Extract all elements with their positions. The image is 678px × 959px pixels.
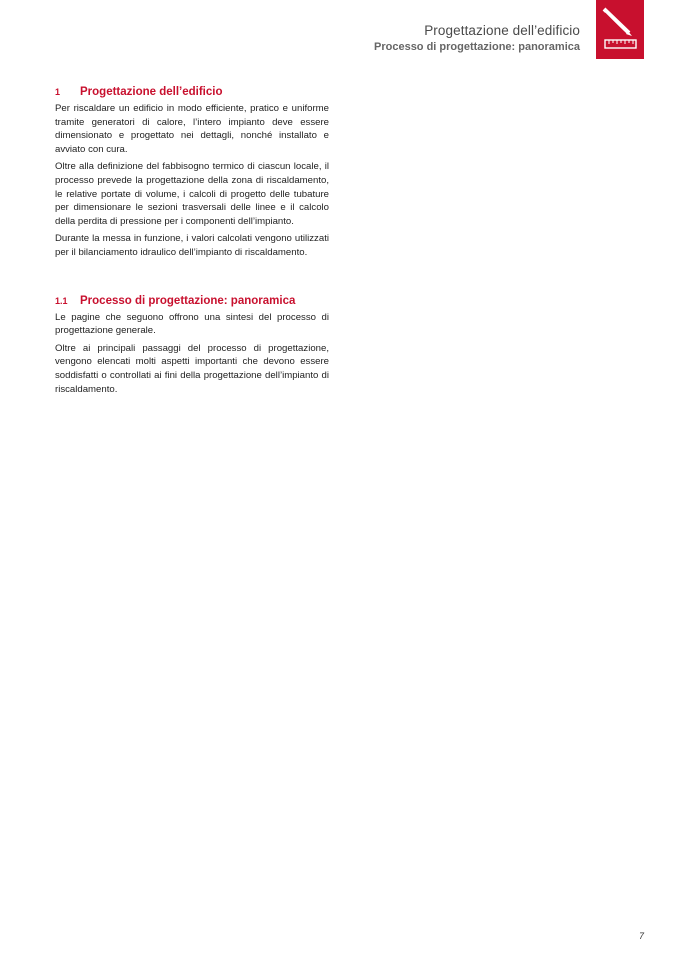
section-heading [55,294,329,308]
ruler-pencil-icon [596,0,644,59]
section-building-design [55,85,329,260]
paragraph: Oltre ai principali passaggi del processo di progettazione, vengono elencati molti aspetti importanti che devono essere soddisfatti o controllati ai fini della progettazione dell’impianto di riscaldamento. [55,342,329,395]
header-subtitle: Processo di progettazione: panoramica [374,41,580,53]
section-design-process-overview [55,294,329,397]
page-number: 7 [638,931,644,941]
main-content [55,85,329,400]
paragraph: Durante la messa in funzione, i valori calcolati vengono utilizzati per il bilanciamento idraulico dell’impianto di riscaldamento. [55,233,329,258]
chapter-logo [596,0,644,59]
section-title: Processo di progettazione: panoramica [80,294,296,307]
section-heading [55,85,329,99]
section-title: Progettazione dell’edificio [80,86,223,98]
header-title: Progettazione dell’edificio [424,23,580,38]
paragraph: Per riscaldare un edificio in modo efficiente, pratico e uniforme tramite generatori di calore, l’intero impianto deve essere dimensionato e progettato nei dettagli, nonché installato e avviato con cura. [55,103,329,155]
running-header [374,22,580,55]
section-number: 1.1 [55,295,68,306]
paragraph: Oltre alla definizione del fabbisogno termico di ciascun locale, il processo prevede la progettazione della zona di riscaldamento, le relative portate di volume, i calcoli di progetto delle tubature per dimensionare le sezioni trasversali delle linee e il calcolo della perdita di pressione per i componenti dell’impianto. [55,161,329,227]
section-number: 1 [55,87,61,97]
paragraph: Le pagine che seguono offrono una sintesi del processo di progettazione generale. [55,311,329,337]
